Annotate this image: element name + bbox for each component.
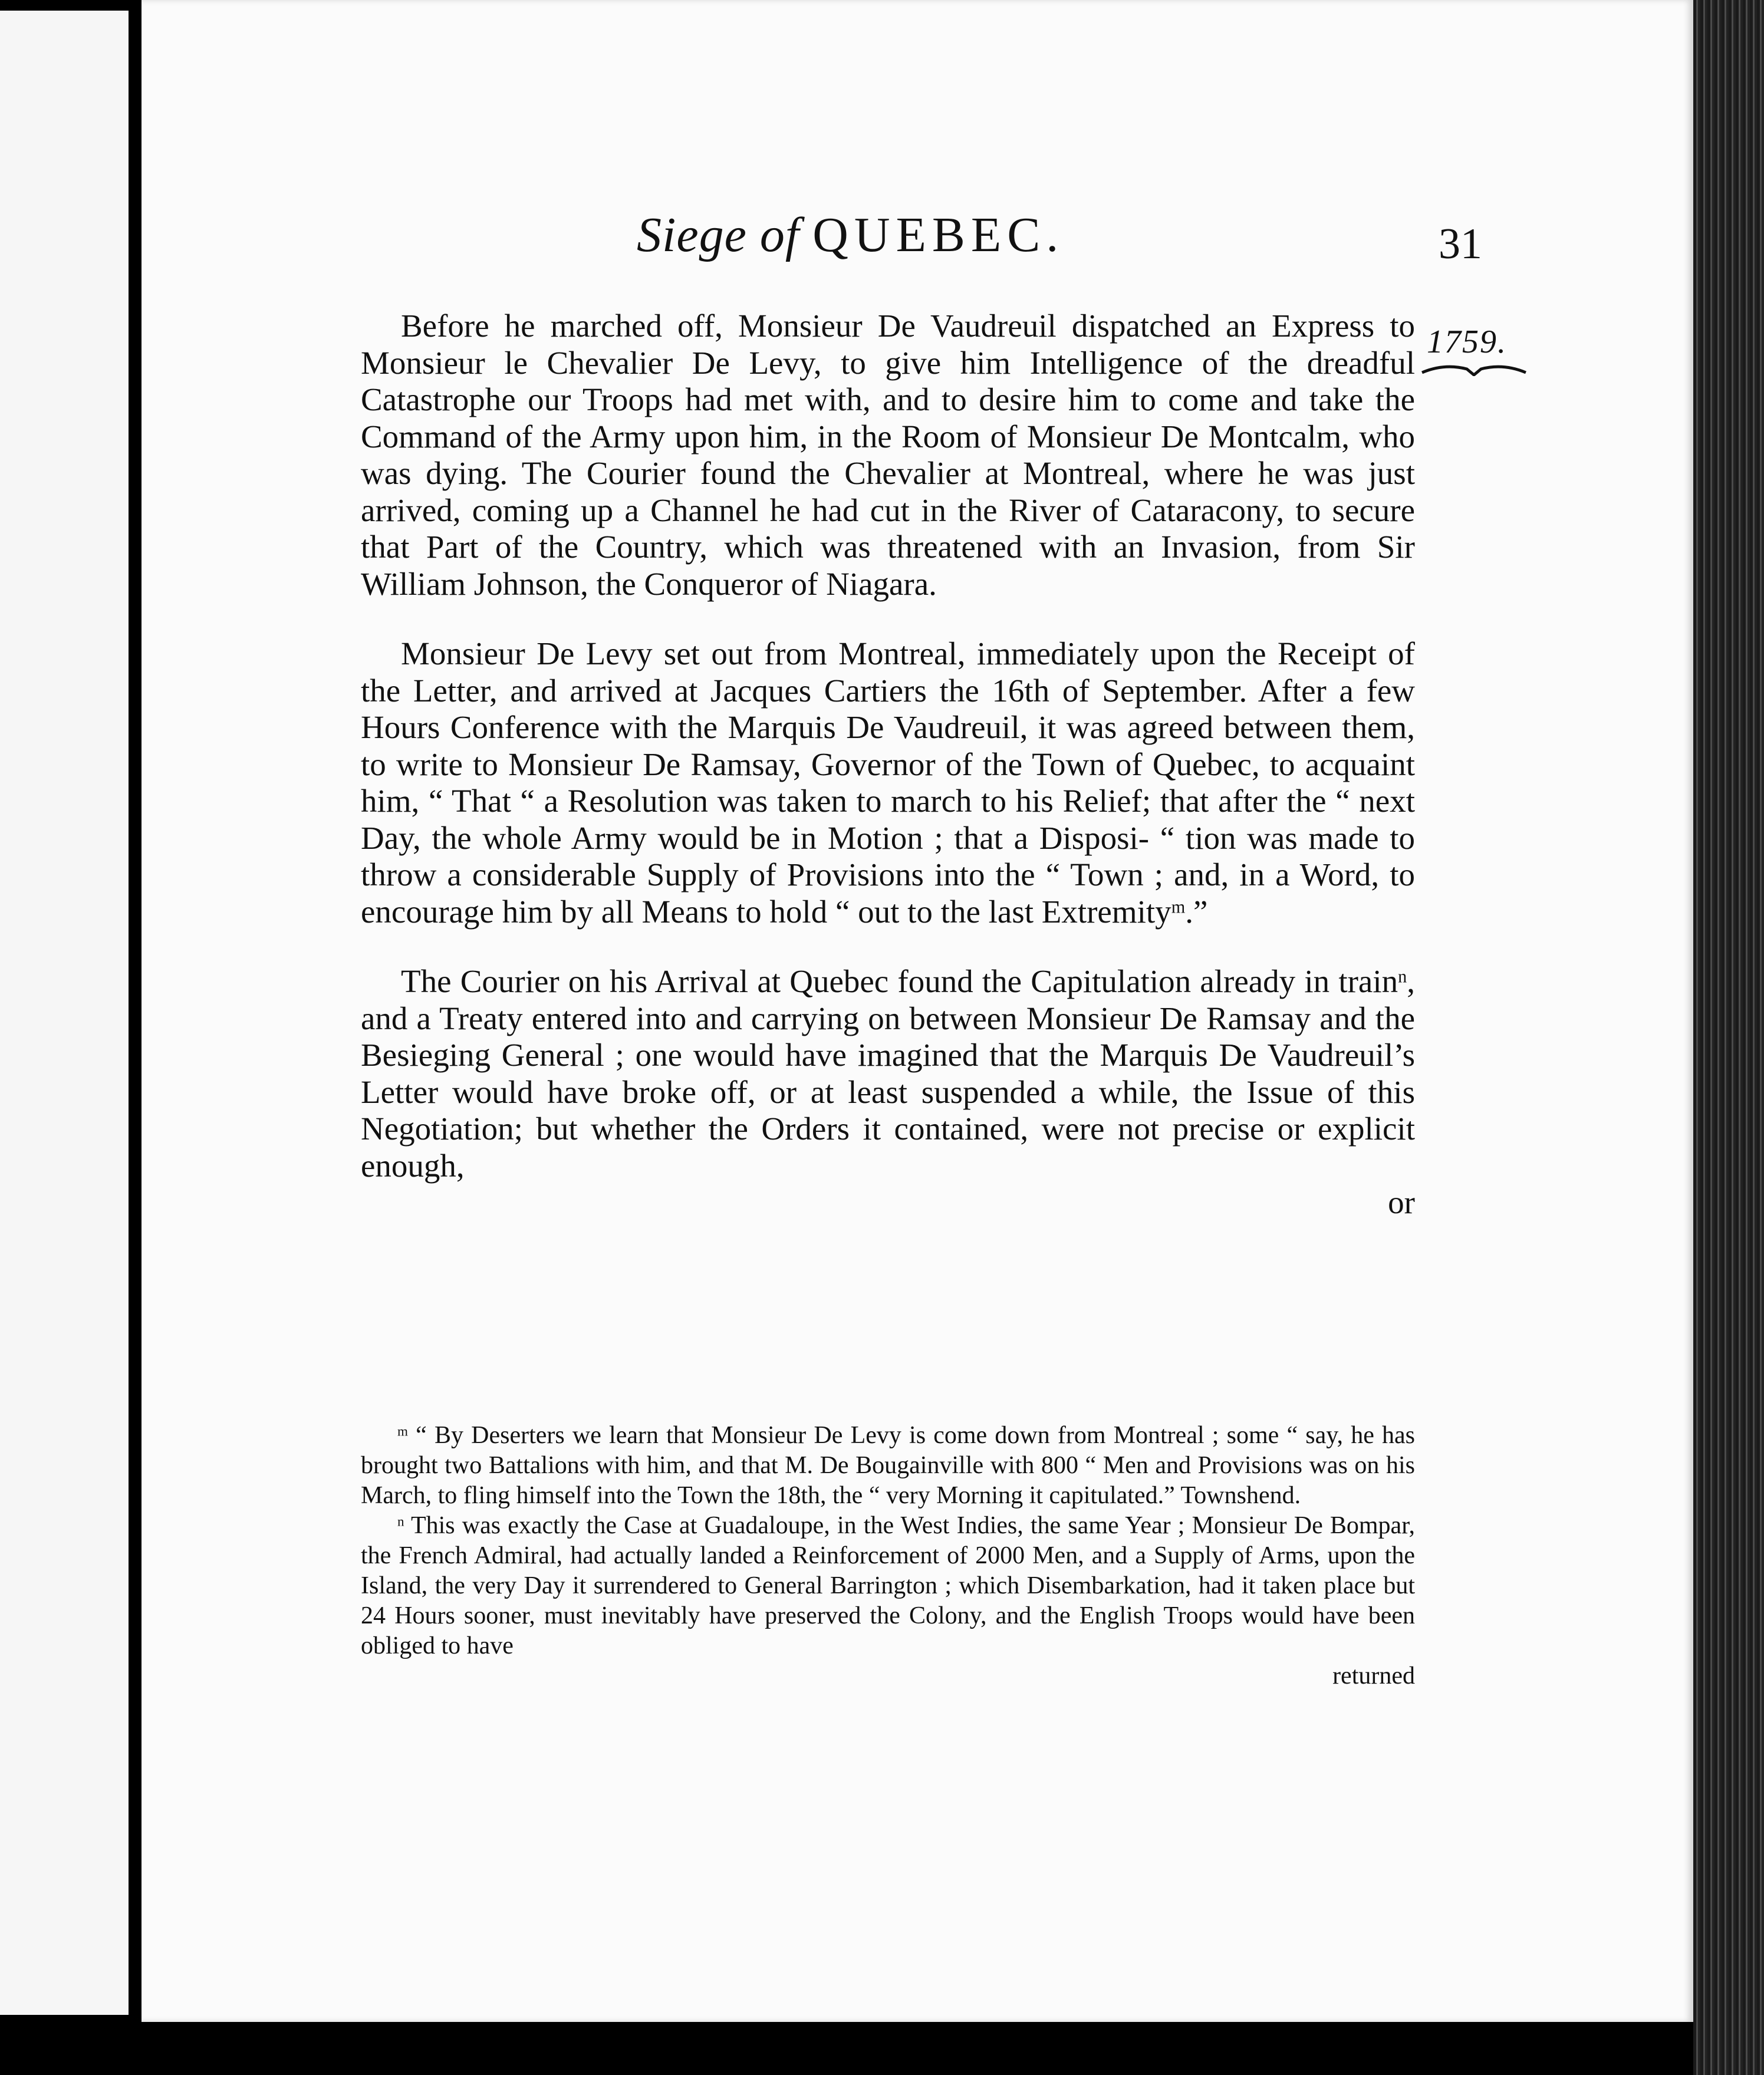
paragraph-1: Before he marched off, Monsieur De Vaudreuil dispatched an Express to Monsieur le Chevalier De Levy, to give him Intelligence of the dreadful Catastrophe our Troops had met with, and to desire him to come and take the Command of the Army upon him, in the Room of Monsieur De Montcalm, who was dying. The Courier found the Chevalier at Montreal, where he was just arrived, coming up a Channel he had cut in the River of Cataracony, to secure that Part of the Country, which was threatened with an Invasion, from Sir William Johnson, the Conqueror of Niagara.	[361, 308, 1415, 602]
margin-brace-icon	[1421, 361, 1527, 376]
running-head-italic: Siege of	[637, 208, 800, 262]
footnote-mark: n	[397, 1513, 404, 1529]
body-text	[361, 308, 1415, 1221]
footnotes	[361, 1421, 1415, 1691]
page-fore-edge	[1693, 0, 1764, 2075]
catchword: or	[1388, 1184, 1415, 1220]
paragraph-3: The Courier on his Arrival at Quebec found the Capitulation already in train$^n$, and a Treaty entered into and carrying on between Monsieur De Ramsay and the Besieging General ; one would have imagined that the Marquis De Vaudreuil’s Letter would have broke off, or at least suspended a while, the Issue of this Negotiation; but whether the Orders it contained, were not precise or explicit enough,	[361, 963, 1415, 1184]
book-gutter	[129, 0, 141, 2075]
footnote-n: $^n$ This was exactly the Case at Guadaloupe, in the West Indies, the same Year ; Monsieur De Bompar, the French Admiral, had actually landed a Reinforcement of 2000 Men, and a Supply of Arms, upon the Island, the very Day it surrendered to General Barrington ; which Disembarkation, had it taken place but 24 Hours sooner, must inevitably have preserved the Colony, and the English Troops would have been obliged to have	[361, 1512, 1415, 1659]
footnote-ref-n: n	[1398, 966, 1407, 987]
footnote-mark: m	[397, 1423, 408, 1439]
margin-year: 1759.	[1427, 324, 1507, 360]
facing-page-edge	[0, 11, 129, 2015]
footnote-catchword: returned	[1332, 1662, 1415, 1689]
bottom-shadow	[141, 2022, 1693, 2075]
paragraph-2: Monsieur De Levy set out from Montreal, immediately upon the Receipt of the Letter, and arrived at Jacques Cartiers the 16th of September. After a few Hours Conference with the Marquis De Vaudreuil, it was agreed between them, to write to Monsieur De Ramsay, Governor of the Town of Quebec, to acquaint him, “ That “ a Resolution was taken to march to his Relief; that after the “ next Day, the whole Army would be in Motion ; that a Disposi- “ tion was made to throw a considerable Supply of Provisions into the “ Town ; and, in a Word, to encourage him by all Means to hold “ out to the last Extremity$^m$.”	[361, 635, 1415, 930]
running-head	[637, 206, 1064, 264]
footnote-ref-m: m	[1171, 896, 1186, 917]
footnote-m: $^m$ “ By Deserters we learn that Monsieur De Levy is come down from Montreal ; some “ say, he has brought two Battalions with him, and that M. De Bougainville with 800 “ Men and Provisions was on his March, to fling himself into the Town the 18th, the “ very Morning it capitulated.” Townshend.	[361, 1422, 1415, 1509]
running-head-title: QUEBEC.	[812, 208, 1065, 262]
page-number: 31	[1439, 220, 1482, 268]
